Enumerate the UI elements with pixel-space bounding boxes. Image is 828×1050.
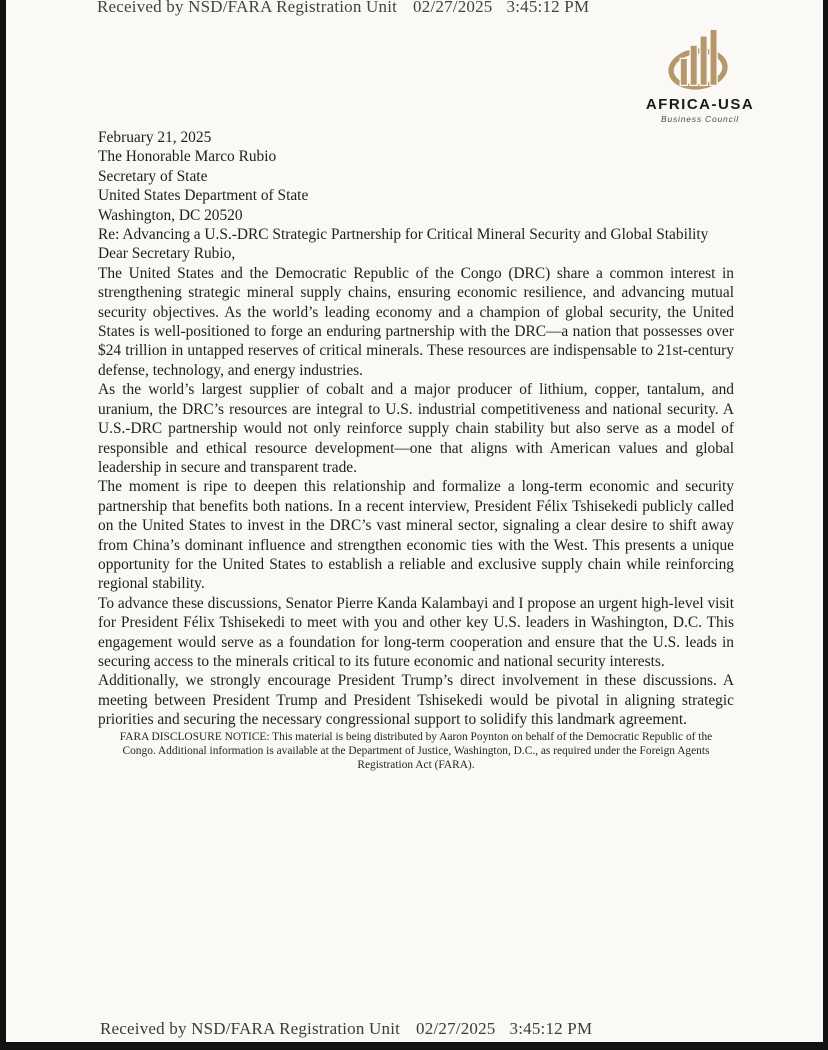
- africa-usa-logo: [634, 28, 766, 124]
- stamp-received-text: Received by NSD/FARA Registration Unit: [97, 0, 398, 16]
- body-paragraph-4: To advance these discussions, Senator Pierre Kanda Kalambayi and I propose an urgent high-level visit for President Félix Tshisekedi to meet with you and other key U.S. leaders in Washington, D.C. This engagement would serve as a foundation for long-term cooperation and ensure that the U.S. leads in securing access to the minerals critical to its future economic and national security interests.: [98, 594, 734, 670]
- fara-received-stamp-bottom: [100, 1019, 592, 1039]
- letter-body: [98, 128, 734, 772]
- stamp-time: 3:45:12 PM: [509, 1019, 593, 1038]
- bar-chart-globe-icon: [644, 28, 756, 94]
- subject-line: Re: Advancing a U.S.-DRC Strategic Partnership for Critical Mineral Security and Global Stability: [98, 226, 709, 244]
- fara-disclosure-notice: FARA DISCLOSURE NOTICE: This material is being distributed by Aaron Poynton on behalf of the Democratic Republic of the Congo. Additional information is available at the Department of Justice, Washington, D.C., as required under the Foreign Agents Registration Act (FARA).: [119, 730, 713, 771]
- salutation: Dear Secretary Rubio,: [98, 245, 236, 263]
- photo-edge-bottom: [0, 1042, 828, 1050]
- stamp-date: 02/27/2025: [413, 0, 493, 16]
- body-paragraph-3: The moment is ripe to deepen this relationship and formalize a long-term economic and security partnership that benefits both nations. In a recent interview, President Félix Tshisekedi publicly called on the United States to invest in the DRC’s vast mineral sector, signaling a clear desire to shift away from China’s dominant influence and strengthen economic ties with the West. This presents a unique opportunity for the United States to establish a reliable and exclusive supply chain while reinforcing regional stability.: [98, 478, 734, 593]
- stamp-date: 02/27/2025: [416, 1019, 496, 1038]
- photo-edge-right: [823, 0, 828, 1050]
- letter-date: February 21, 2025: [98, 129, 212, 146]
- body-paragraph-1: The United States and the Democratic Republic of the Congo (DRC) share a common interest in strengthening strategic mineral supply chains, ensuring economic resilience, and advancing mutual security objectives. As the world’s leading economy and a champion of global security, the United States is well-positioned to forge an enduring partnership with the DRC—a nation that possesses over $24 trillion in untapped reserves of critical minerals. These resources are indispensable to 21st-century defense, technology, and energy industries.: [98, 264, 734, 379]
- photo-edge-left: [0, 0, 6, 1050]
- recipient-title: Secretary of State: [98, 167, 208, 185]
- recipient-org: United States Department of State: [98, 187, 309, 205]
- body-paragraph-5: Additionally, we strongly encourage President Trump’s direct involvement in these discussions. A meeting between President Trump and President Tshisekedi would be pivotal in aligning strategic priorities and securing the necessary congressional support to solidify this landmark agreement.: [98, 672, 734, 729]
- recipient-city: Washington, DC 20520: [98, 206, 243, 224]
- stamp-received-text: Received by NSD/FARA Registration Unit: [100, 1019, 401, 1038]
- logo-name: AFRICA-USA: [645, 96, 755, 113]
- stamp-time: 3:45:12 PM: [506, 0, 590, 16]
- recipient-address: [98, 147, 734, 225]
- recipient-name: The Honorable Marco Rubio: [98, 148, 277, 166]
- body-paragraph-2: As the world’s largest supplier of cobalt and a major producer of lithium, copper, tantalum, and uranium, the DRC’s resources are integral to U.S. industrial competitiveness and national security. A U.S.-DRC partnership would not only reinforce supply chain stability but also serve as a model of responsible and ethical resource development—one that aligns with American values and global leadership in secure and transparent trade.: [98, 381, 734, 476]
- logo-subtitle: Business Council: [661, 114, 739, 124]
- fara-received-stamp-top: [97, 0, 589, 17]
